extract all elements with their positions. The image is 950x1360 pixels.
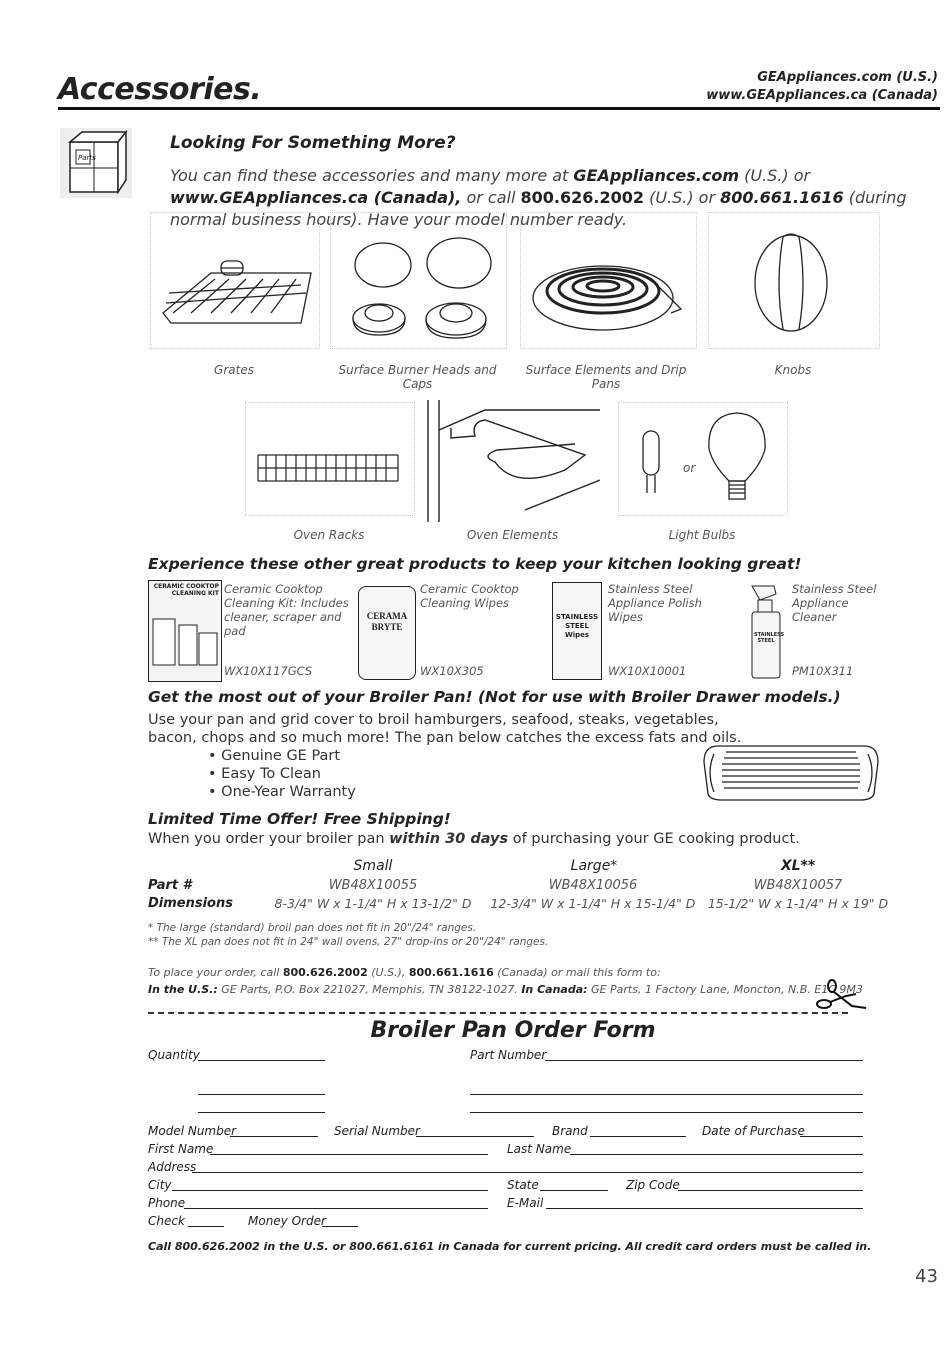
oven-elements-image bbox=[425, 400, 600, 522]
model-number-field[interactable] bbox=[230, 1136, 318, 1137]
cleaner-name: Stainless Steel Appliance Cleaner bbox=[792, 582, 877, 624]
offer-heading: Limited Time Offer! Free Shipping! bbox=[148, 810, 451, 828]
surface-elements-image bbox=[520, 212, 697, 349]
address-field[interactable] bbox=[192, 1172, 863, 1173]
col-small: Small bbox=[353, 858, 393, 874]
order-form-title: Broiler Pan Order Form bbox=[370, 1018, 656, 1043]
dim-large: 12-3/4" W x 1-1/4" H x 15-1/4" D bbox=[490, 896, 696, 911]
serial-number-label: Serial Number bbox=[334, 1124, 420, 1138]
check-label: Check bbox=[148, 1214, 185, 1228]
products-heading: Experience these other great products to keep your kitchen looking great! bbox=[148, 555, 802, 573]
phone-label: Phone bbox=[148, 1196, 186, 1210]
brand-field[interactable] bbox=[590, 1136, 686, 1137]
phone-field[interactable] bbox=[184, 1208, 488, 1209]
light-bulbs-image bbox=[618, 402, 788, 516]
part-large: WB48X10056 bbox=[548, 878, 638, 893]
dim-small: 8-3/4" W x 1-1/4" H x 13-1/2" D bbox=[274, 896, 472, 911]
serial-number-field[interactable] bbox=[416, 1136, 534, 1137]
kit-name: Ceramic Cooktop Cleaning Kit: Includes cleaner, scraper and pad bbox=[224, 582, 349, 638]
grates-image bbox=[150, 212, 320, 349]
stainless-polish-wipes-image bbox=[552, 582, 602, 680]
page-number: 43 bbox=[915, 1266, 938, 1287]
header-rule bbox=[58, 107, 940, 110]
quantity-field-1[interactable] bbox=[198, 1060, 325, 1061]
money-order-label: Money Order bbox=[248, 1214, 326, 1228]
part-number-field-1[interactable] bbox=[545, 1060, 863, 1061]
caption-burner-heads: Surface Burner Heads and Caps bbox=[338, 363, 497, 391]
kit-part: WX10X117GCS bbox=[224, 664, 313, 678]
wipes-part: WX10X305 bbox=[420, 664, 484, 678]
caption-oven-elements: Oven Elements bbox=[466, 528, 559, 542]
polish-wipes-part: WX10X10001 bbox=[608, 664, 687, 678]
broiler-desc-2: bacon, chops and so much more! The pan below catches the excess fats and oils. bbox=[148, 730, 742, 746]
site-canada: www.GEAppliances.ca (Canada) bbox=[706, 88, 938, 103]
offer-text: When you order your broiler pan within 30 days of purchasing your GE cooking product. bbox=[148, 831, 800, 847]
city-label: City bbox=[148, 1178, 172, 1192]
oven-racks-image bbox=[245, 402, 415, 516]
note-large: * The large (standard) broil pan does not fit in 20"/24" ranges. bbox=[148, 922, 477, 934]
scissors-icon bbox=[816, 976, 868, 1016]
zip-code-field[interactable] bbox=[678, 1190, 863, 1191]
note-xl: ** The XL pan does not fit in 24" wall ovens, 27" drop-ins or 20"/24" ranges. bbox=[148, 936, 549, 948]
order-address-line: In the U.S.: GE Parts, P.O. Box 221027, Memphis, TN 38122-1027. In Canada: GE Parts, 1 Factory Lane, Moncton, N.B. E1C 9M3 bbox=[148, 983, 863, 996]
quantity-field-2[interactable] bbox=[198, 1094, 325, 1095]
first-name-label: First Name bbox=[148, 1142, 214, 1156]
first-name-field[interactable] bbox=[210, 1154, 488, 1155]
cleaner-pack-label: STAINLESS STEEL bbox=[754, 632, 785, 644]
parts-box-icon bbox=[60, 128, 132, 198]
row-part-label: Part # bbox=[148, 878, 192, 893]
bullet-genuine: • Genuine GE Part bbox=[208, 748, 341, 764]
zip-code-label: Zip Code bbox=[626, 1178, 680, 1192]
date-of-purchase-field[interactable] bbox=[800, 1136, 863, 1137]
caption-light-bulbs: Light Bulbs bbox=[668, 528, 736, 542]
caption-knobs: Knobs bbox=[774, 363, 812, 377]
stainless-cleaner-image bbox=[746, 580, 786, 680]
city-field[interactable] bbox=[172, 1190, 488, 1191]
col-large: Large* bbox=[570, 858, 618, 874]
intro-text: You can find these accessories and many more at GEAppliances.com (U.S.) or www.GEAppliances.ca (Canada), or call 800.626.2002 (U.S.) or 800.661.1616 (during normal business hours). Have your model number ready. bbox=[170, 166, 907, 229]
part-number-field-2[interactable] bbox=[470, 1094, 863, 1095]
wipes-name: Ceramic Cooktop Cleaning Wipes bbox=[420, 582, 519, 610]
page-title: Accessories. bbox=[58, 72, 262, 107]
bullet-easy-clean: • Easy To Clean bbox=[208, 766, 321, 782]
part-number-field-3[interactable] bbox=[470, 1112, 863, 1113]
parts-icon-label: Parts bbox=[78, 154, 96, 162]
caption-grates: Grates bbox=[214, 363, 254, 377]
site-us: GEAppliances.com (U.S.) bbox=[757, 70, 938, 85]
model-number-label: Model Number bbox=[148, 1124, 237, 1138]
quantity-label: Quantity bbox=[148, 1048, 200, 1062]
state-field[interactable] bbox=[540, 1190, 608, 1191]
quantity-field-3[interactable] bbox=[198, 1112, 325, 1113]
email-label: E-Mail bbox=[507, 1196, 544, 1210]
dim-xl: 15-1/2" W x 1-1/4" H x 19" D bbox=[707, 896, 889, 911]
cut-line bbox=[148, 1012, 848, 1014]
pricing-note: Call 800.626.2002 in the U.S. or 800.661.6161 in Canada for current pricing. All credit card orders must be called in. bbox=[148, 1240, 872, 1253]
order-phone-line: To place your order, call 800.626.2002 (U.S.), 800.661.1616 (Canada) or mail this form to: bbox=[148, 966, 661, 979]
broiler-desc-1: Use your pan and grid cover to broil hamburgers, seafood, steaks, vegetables, bbox=[148, 712, 719, 728]
knobs-image bbox=[708, 212, 880, 349]
row-dim-label: Dimensions bbox=[148, 896, 233, 911]
col-xl: XL** bbox=[780, 858, 816, 874]
last-name-field[interactable] bbox=[570, 1154, 863, 1155]
brand-label: Brand bbox=[552, 1124, 588, 1138]
wipes-pack-label: CERAMA BRYTE bbox=[366, 611, 408, 632]
check-field[interactable] bbox=[188, 1226, 224, 1227]
broiler-heading: Get the most out of your Broiler Pan! (Not for use with Broiler Drawer models.) bbox=[148, 688, 841, 706]
money-order-field[interactable] bbox=[322, 1226, 358, 1227]
kit-pack-label: CERAMIC COOKTOP CLEANING KIT bbox=[153, 583, 219, 597]
part-small: WB48X10055 bbox=[328, 878, 418, 893]
email-field[interactable] bbox=[546, 1208, 863, 1209]
intro-heading: Looking For Something More? bbox=[170, 133, 456, 153]
address-label: Address bbox=[148, 1160, 197, 1174]
date-of-purchase-label: Date of Purchase bbox=[702, 1124, 805, 1138]
cerama-bryte-wipes-image bbox=[358, 586, 416, 680]
broiler-pan-image bbox=[700, 742, 882, 804]
bulb-or-label: or bbox=[683, 461, 696, 475]
part-xl: WB48X10057 bbox=[753, 878, 843, 893]
polish-wipes-name: Stainless Steel Appliance Polish Wipes bbox=[608, 582, 702, 624]
polish-pack-label: STAINLESS STEEL Wipes bbox=[555, 613, 599, 639]
part-number-label: Part Number bbox=[470, 1048, 547, 1062]
burner-caps-image bbox=[330, 212, 507, 349]
bullet-warranty: • One-Year Warranty bbox=[208, 784, 356, 800]
state-label: State bbox=[507, 1178, 539, 1192]
cleaner-part: PM10X311 bbox=[792, 664, 854, 678]
cooktop-kit-image bbox=[148, 580, 222, 682]
caption-oven-racks: Oven Racks bbox=[293, 528, 365, 542]
caption-surface-elements: Surface Elements and Drip Pans bbox=[525, 363, 687, 391]
last-name-label: Last Name bbox=[507, 1142, 572, 1156]
